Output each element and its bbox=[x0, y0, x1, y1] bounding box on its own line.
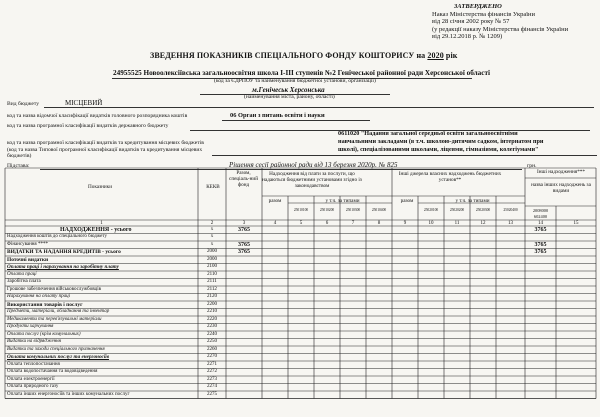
row-kekv: 2250 bbox=[207, 339, 217, 345]
row-kekv: 2111 bbox=[207, 279, 217, 285]
org-city: м.Генічеськ Херсонська bbox=[252, 86, 325, 94]
row-kekv: 2112 bbox=[207, 286, 217, 292]
row-other-revenue: 3765 bbox=[534, 249, 547, 256]
row-kekv: х bbox=[210, 234, 214, 240]
row-label: Оплата праці bbox=[7, 271, 37, 277]
column-number: 6 bbox=[325, 221, 329, 226]
row-total: 3765 bbox=[238, 249, 250, 256]
row-label: Оплата комунальних послуг та енергоносіїв bbox=[7, 354, 110, 361]
row-kekv: 2200 bbox=[207, 301, 217, 307]
row-kekv: 2120 bbox=[207, 294, 217, 300]
code-cell: 25020100 bbox=[423, 208, 439, 212]
header-razom-2: разом bbox=[400, 198, 414, 204]
row-label: Продукти харчування bbox=[7, 324, 54, 330]
row-label: Видатки на відрядження bbox=[7, 339, 61, 345]
approval-line: (у редакції наказу Міністерства фінансів України bbox=[432, 25, 569, 33]
row-kekv: 2270 bbox=[207, 354, 217, 360]
title-year: 2020 bbox=[427, 51, 444, 60]
row-label: Предмети, матеріали, обладнання та інвентар bbox=[7, 309, 110, 315]
column-number: 11 bbox=[454, 221, 460, 226]
row-label: Оплата водопостачання та водовідведення bbox=[7, 369, 98, 375]
header-other: Інші джерела власних надходжень бюджетних установ** bbox=[398, 171, 502, 183]
approval-line: від 29.12.2018 р. № 1209) bbox=[432, 33, 503, 41]
header-indicators: Показники bbox=[88, 184, 112, 190]
row-label: Надходження коштів до спеціального бюджету bbox=[7, 234, 107, 240]
header-kekv: КЕКВ bbox=[206, 184, 220, 190]
program-label: код та назва програмної класифікації видатків державного бюджету bbox=[7, 123, 169, 129]
row-other-revenue: 3765 bbox=[534, 226, 547, 233]
row-kekv: 2271 bbox=[207, 361, 217, 367]
column-number: 13 bbox=[508, 221, 513, 226]
approval-title: ЗАТВЕРДЖЕНО bbox=[454, 3, 502, 10]
column-number: 12 bbox=[480, 221, 486, 226]
header-other-revenues: Інші надходження*** bbox=[537, 169, 585, 175]
admin-label: код та назва відомчої класифікації видатків головного розпорядника коштів bbox=[7, 113, 188, 119]
column-number: 2 bbox=[210, 221, 214, 226]
budget-label: Вид бюджету bbox=[7, 101, 39, 107]
column-number: 8 bbox=[377, 221, 381, 226]
row-label: Оплата праці і нарахування на заробітну плату bbox=[7, 264, 119, 271]
header-razom: разом bbox=[268, 198, 282, 204]
currency: грн. bbox=[527, 163, 537, 169]
code-cell: 25010100 bbox=[293, 208, 309, 212]
row-total: 3765 bbox=[238, 241, 250, 248]
row-label: Видатки та заходи спеціального призначення bbox=[7, 346, 105, 352]
row-total: 3765 bbox=[238, 226, 250, 233]
header-by-type: назва інших надходжень за видами bbox=[531, 182, 591, 194]
approval-line: Наказ Міністерства фінансів України bbox=[432, 10, 535, 18]
header-fees: Надходження від плати за послуги, що надаються бюджетними установами згідно із законодавством bbox=[262, 171, 362, 189]
row-label: Нарахування на оплату праці bbox=[7, 294, 71, 300]
row-label: Оплата теплопостачання bbox=[7, 361, 60, 367]
column-number: 5 bbox=[299, 221, 303, 226]
row-label: Оплата електроенергії bbox=[7, 376, 55, 382]
row-label: Оплата природного газу bbox=[7, 384, 59, 390]
row-other-revenue: 3765 bbox=[534, 241, 547, 248]
admin-value: 06 Орган з питань освіти і науки bbox=[230, 112, 325, 119]
row-kekv: 2230 bbox=[207, 324, 217, 330]
column-number: 14 bbox=[538, 221, 543, 226]
row-label: Заробітна плата bbox=[7, 279, 41, 285]
code-cell: 25020200 bbox=[449, 208, 465, 212]
column-number: 7 bbox=[351, 221, 355, 226]
row-kekv: 2000 bbox=[207, 256, 217, 262]
row-label: Грошове забезпечення військовослужбовців bbox=[7, 286, 101, 292]
title-suffix: рік bbox=[445, 51, 458, 60]
row-label: ВИДАТКИ ТА НАДАННЯ КРЕДИТІВ - усього bbox=[7, 249, 121, 256]
city-caption: (найменування міста, району, області) bbox=[244, 94, 335, 100]
org-name: 24955525 Новоолексіївська загальноосвітня школа І-ІІІ ступенів №2 Генічеської районної ради Херсонської області bbox=[113, 69, 490, 77]
column-number: 3 bbox=[242, 221, 246, 226]
basis-label: Підстава: bbox=[7, 163, 30, 169]
title-text: ЗВЕДЕННЯ ПОКАЗНИКІВ СПЕЦІАЛЬНОГО ФОНДУ КОШТОРИСУ на bbox=[150, 51, 426, 60]
code-cell: 25020400 bbox=[503, 208, 518, 212]
column-number: 10 bbox=[428, 221, 434, 226]
local-label: код та назва програмної класифікації видатків та кредитування місцевих бюджетів (код та назва Типової програмної класифікації видатків та кредитування місцевих бюджетів) bbox=[7, 140, 204, 160]
code-cell: 25010400 bbox=[371, 208, 387, 212]
column-number: 4 bbox=[273, 221, 277, 226]
row-label: Використання товарів і послуг bbox=[7, 301, 83, 308]
row-label: Оплата послуг (крім комунальних) bbox=[7, 331, 81, 337]
row-kekv: 2000 bbox=[207, 249, 217, 255]
code-cell: 25020300 bbox=[475, 208, 491, 212]
row-label: Оплата інших енергоносіїв та інших комунальних послуг bbox=[7, 391, 130, 397]
code-cell: 25010200 bbox=[319, 208, 335, 212]
code-cell: 2008000 bbox=[532, 208, 549, 213]
row-kekv: 2260 bbox=[207, 346, 217, 352]
column-number: 1 bbox=[100, 221, 103, 226]
approval-line: від 28 січня 2002 року № 57 bbox=[432, 18, 510, 26]
row-kekv: х bbox=[210, 226, 214, 232]
row-kekv: 2220 bbox=[207, 316, 217, 322]
basis-decision: Рішення сесії районної ради від 13 березня 2020р. № 825 bbox=[229, 161, 398, 169]
row-kekv: 2274 bbox=[207, 384, 217, 390]
code-cell: 602400 bbox=[533, 214, 548, 219]
local-value: 0611020 "Надання загальної середньої освіти загальноосвітніми навчальними закладами (в т.ч. школою-дитячим садком, інтернатом при школі), спеціалізованими школами, ліцеями, гімназіями, колегіумами" bbox=[338, 130, 544, 153]
row-kekv: 2110 bbox=[207, 271, 217, 277]
column-number: 9 bbox=[403, 221, 407, 226]
row-kekv: 2273 bbox=[207, 376, 217, 382]
row-label: Медикаменти та перев'язувальні матеріали bbox=[7, 316, 102, 322]
row-kekv: х bbox=[210, 241, 214, 247]
row-kekv: 2210 bbox=[207, 309, 217, 315]
row-label: НАДХОДЖЕННЯ - усього bbox=[60, 226, 132, 233]
row-label: Фінансування **** bbox=[7, 241, 48, 247]
header-total: Разом, спеціаль-ний фонд bbox=[229, 170, 258, 188]
row-kekv: 2272 bbox=[207, 369, 217, 375]
row-kekv: 2240 bbox=[207, 331, 217, 337]
row-label: Поточні видатки bbox=[7, 256, 49, 263]
row-kekv: 2100 bbox=[207, 264, 217, 270]
header-by-month-2: у т.ч. за типами bbox=[455, 198, 490, 204]
budget-value: МІСЦЕВИЙ bbox=[65, 99, 103, 107]
org-caption: (код за ЄДРПОУ та найменування бюджетної установи, організації) bbox=[214, 78, 376, 84]
header-by-month: у т.ч. за типами bbox=[325, 198, 360, 204]
code-cell: 25010300 bbox=[345, 208, 361, 212]
column-number: 15 bbox=[573, 221, 579, 226]
row-kekv: 2275 bbox=[207, 391, 217, 397]
